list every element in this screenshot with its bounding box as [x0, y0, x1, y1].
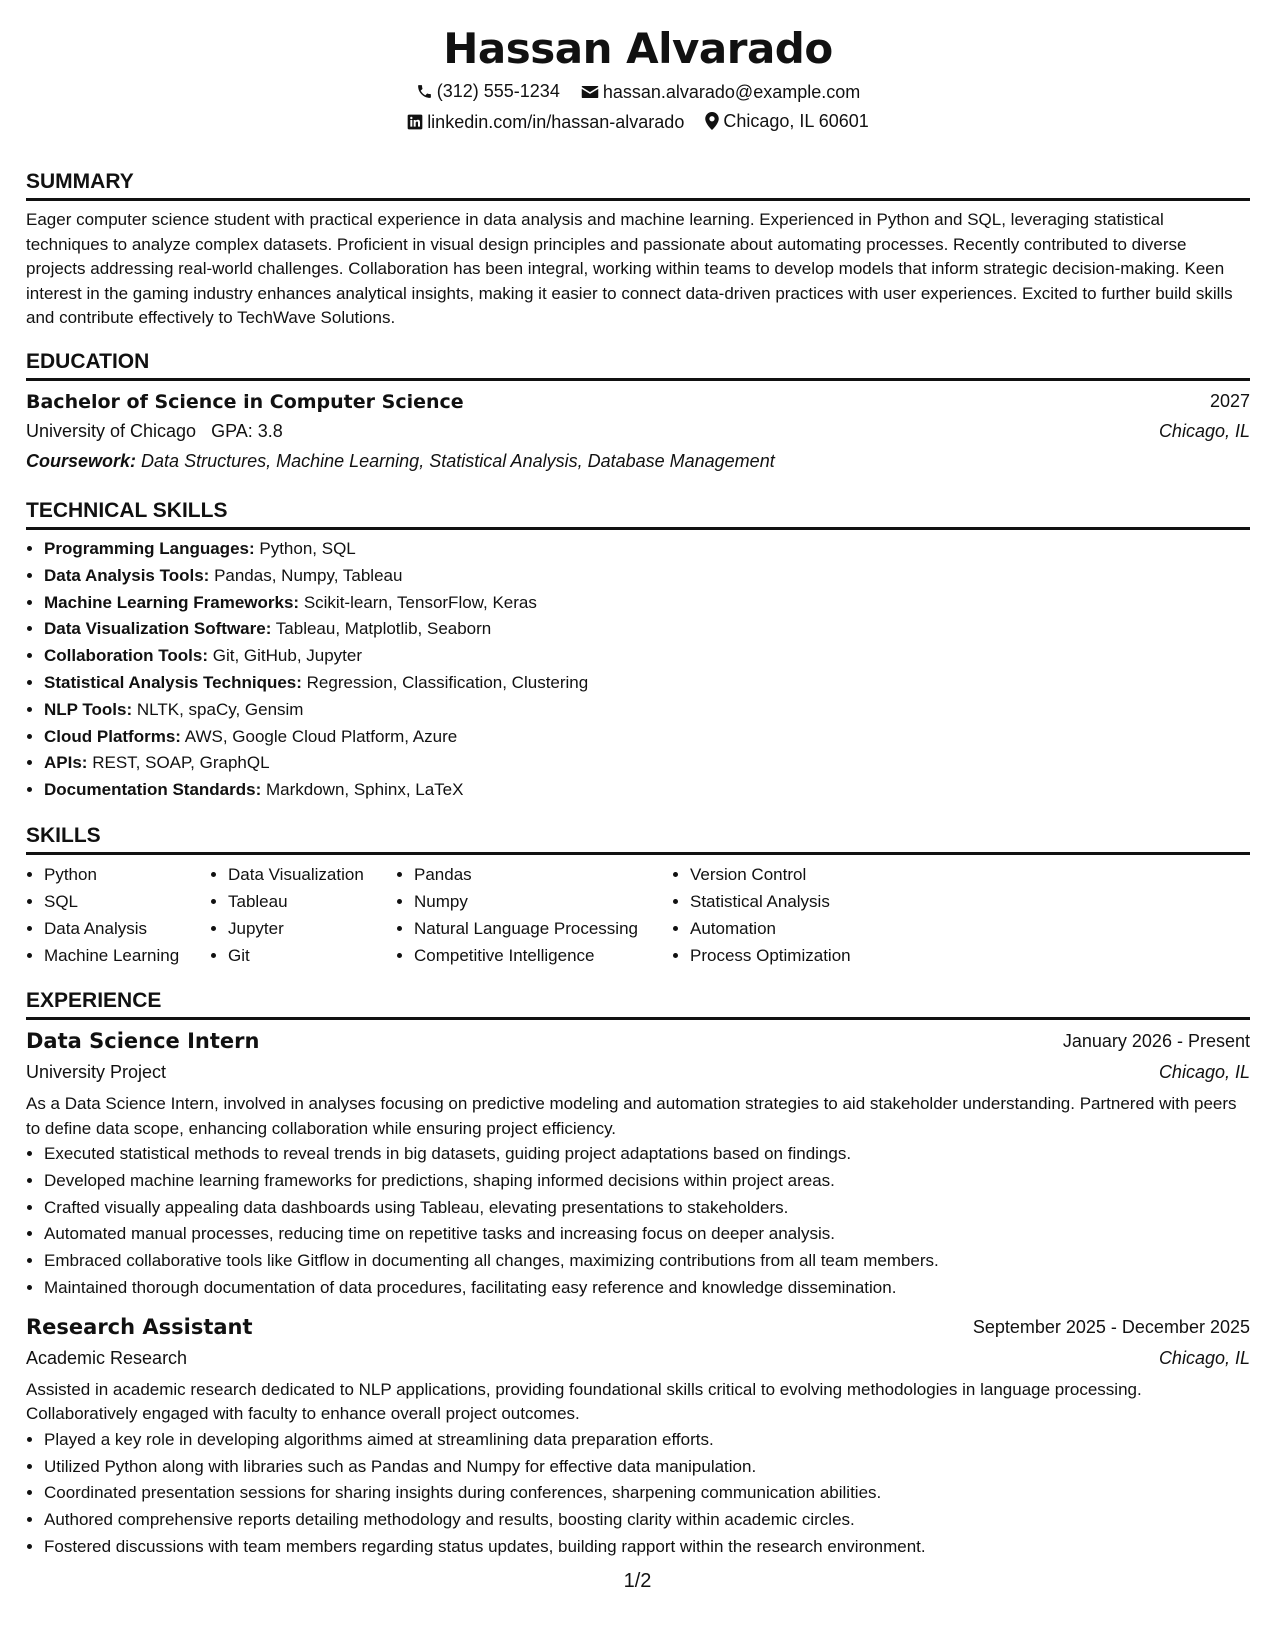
map-pin-icon	[705, 112, 719, 130]
skill-category: Programming Languages:	[44, 539, 255, 558]
experience-section	[26, 987, 1250, 1561]
job-dates: January 2026 - Present	[1062, 1031, 1250, 1051]
linkedin-text: linkedin.com/in/hassan-alvarado	[427, 112, 685, 132]
summary-text: Eager computer science student with practical experience in data analysis and machine learning. Experienced in Python and SQL, leveraging statistical techniques to analyze complex datasets. Proficient in visual design principles and passionate about automating processes. Recently contributed to diverse projects addressing real-world challenges. Collaboration has been integral, working within teams to develop models that inform strategic decision-making. Keen interest in the gaming industry enhances analytical insights, making it easier to connect data-driven practices with user experiences. Excited to further build skills and contribute effectively to TechWave Solutions.	[26, 210, 1233, 327]
list-item	[44, 536, 1250, 563]
list-item: • Natural Language Processing	[414, 915, 672, 942]
skills-grid	[26, 861, 1250, 969]
job-dates: September 2025 - December 2025	[972, 1316, 1250, 1337]
job-header	[26, 1026, 1250, 1056]
skill-category: APIs:	[44, 753, 88, 773]
list-item: • Data Analysis	[44, 915, 210, 942]
list-item	[44, 750, 1250, 777]
list-item	[44, 616, 1250, 643]
skills-column-4	[672, 861, 890, 969]
job-title: Research Assistant	[26, 1314, 253, 1339]
job-org-row	[26, 1056, 1250, 1088]
candidate-name: Hassan Alvarado	[443, 24, 833, 73]
phone-text: (312) 555-1234	[436, 81, 560, 101]
job-header	[26, 1312, 1250, 1342]
phone-contact[interactable]	[416, 76, 560, 106]
list-item: • Numpy	[414, 888, 672, 915]
skills-column-1	[26, 861, 210, 969]
linkedin-icon	[407, 114, 423, 130]
list-item	[44, 590, 1250, 617]
summary-section	[26, 168, 1250, 331]
list-item: • Statistical Analysis	[690, 888, 890, 915]
skill-category: Collaboration Tools:	[44, 646, 209, 666]
contact-row-1	[26, 76, 1250, 106]
list-item: • Machine Learning	[44, 942, 210, 969]
experience-heading: EXPERIENCE	[26, 987, 1250, 1020]
email-text: hassan.alvarado@example.com	[602, 81, 861, 102]
education-heading: EDUCATION	[26, 348, 1250, 381]
education-section	[26, 348, 1250, 476]
contact-row-2	[26, 106, 1250, 136]
list-item	[44, 563, 1250, 590]
school-name: University of Chicago	[26, 421, 197, 441]
skill-category: Data Visualization Software:	[44, 619, 272, 639]
skill-values: REST, SOAP, GraphQL	[92, 753, 270, 773]
skills-section	[26, 822, 1250, 969]
job-title: Data Science Intern	[26, 1029, 260, 1053]
skills-heading: SKILLS	[26, 822, 1250, 855]
skill-values: Pandas, Numpy, Tableau	[214, 565, 403, 585]
list-item: • Crafted visually appealing data dashboards using Tableau, elevating presentations to stakeholders.	[44, 1195, 1250, 1222]
list-item: • SQL	[44, 888, 210, 915]
list-item: • Git	[228, 942, 396, 969]
job-org-row	[26, 1342, 1250, 1374]
list-item: • Data Visualization	[228, 861, 396, 888]
technical-skills-section	[26, 497, 1250, 804]
technical-skills-list	[26, 536, 1250, 804]
list-item	[44, 697, 1250, 724]
list-item	[44, 724, 1250, 751]
school-location: Chicago, IL	[1158, 421, 1250, 441]
job-organization: University Project	[26, 1062, 167, 1082]
list-item: • Jupyter	[228, 915, 396, 942]
list-item: • Coordinated presentation sessions for sharing insights during conferences, sharpening communication abilities.	[44, 1480, 1250, 1507]
skills-column-2	[210, 861, 396, 969]
skill-values: Regression, Classification, Clustering	[306, 672, 589, 692]
list-item	[44, 777, 1250, 804]
linkedin-contact[interactable]	[407, 107, 684, 137]
list-item: • Version Control	[690, 861, 890, 888]
job-description: As a Data Science Intern, involved in analyses focusing on predictive modeling and automation strategies to aid stakeholder understanding. Partnered with peers to define data scope, enhancing collaboration while ensuring project efficiency.	[26, 1094, 1237, 1138]
resume-page	[26, 0, 1250, 1556]
skill-values: AWS, Google Cloud Platform, Azure	[184, 726, 458, 746]
skill-values: Python, SQL	[259, 539, 356, 558]
job-bullets	[26, 1427, 1250, 1561]
coursework-line	[26, 446, 1250, 476]
list-item: • Played a key role in developing algorithms aimed at streamlining data preparation efforts.	[44, 1427, 1250, 1454]
coursework-label: Coursework:	[26, 451, 137, 471]
list-item: • Embraced collaborative tools like Gitflow in documenting all changes, maximizing contributions from all team members.	[44, 1248, 1250, 1275]
list-item: • Executed statistical methods to reveal trends in big datasets, guiding project adaptations based on findings.	[44, 1141, 1250, 1168]
gpa: GPA: 3.8	[211, 421, 283, 441]
list-item: • Process Optimization	[690, 942, 890, 969]
list-item: • Developed machine learning frameworks for predictions, shaping informed decisions within project areas.	[44, 1168, 1250, 1195]
list-item: • Fostered discussions with team members regarding status updates, building rapport within the research environment.	[44, 1534, 1250, 1561]
job-location: Chicago, IL	[1158, 1347, 1250, 1368]
job-location: Chicago, IL	[1158, 1062, 1250, 1082]
skill-values: Scikit-learn, TensorFlow, Keras	[303, 592, 537, 612]
skill-category: NLP Tools:	[44, 699, 133, 719]
skills-column-3	[396, 861, 672, 969]
skill-values: NLTK, spaCy, Gensim	[136, 699, 304, 719]
summary-heading: SUMMARY	[26, 168, 1250, 201]
list-item: • Competitive Intelligence	[414, 942, 672, 969]
technical-skills-heading: TECHNICAL SKILLS	[26, 497, 1250, 530]
list-item: • Tableau	[228, 888, 396, 915]
page-number: 1/2	[623, 1570, 652, 1592]
list-item: • Authored comprehensive reports detailing methodology and results, boosting clarity within academic circles.	[44, 1507, 1250, 1534]
envelope-icon	[581, 84, 599, 100]
location-contact	[705, 106, 868, 136]
job-bullets	[26, 1141, 1250, 1302]
education-school-row	[26, 417, 1250, 446]
education-degree-row	[26, 387, 1250, 417]
email-contact[interactable]	[581, 77, 860, 107]
job-entry-1	[26, 1026, 1250, 1302]
job-organization: Academic Research	[26, 1347, 188, 1368]
skill-category: Machine Learning Frameworks:	[44, 592, 300, 612]
skill-values: Tableau, Matplotlib, Seaborn	[275, 619, 492, 639]
job-entry-2	[26, 1312, 1250, 1561]
list-item: • Pandas	[414, 861, 672, 888]
list-item: • Automation	[690, 915, 890, 942]
degree-name: Bachelor of Science in Computer Science	[26, 391, 464, 413]
skill-category: Data Analysis Tools:	[44, 565, 210, 585]
list-item: • Python	[44, 861, 210, 888]
job-description: Assisted in academic research dedicated to NLP applications, providing foundational skills critical to evolving methodologies in language processing. Collaboratively engaged with faculty to enhance overall project outcomes.	[26, 1379, 1142, 1424]
location-text: Chicago, IL 60601	[723, 111, 869, 131]
phone-icon	[416, 83, 433, 100]
list-item	[44, 670, 1250, 697]
graduation-year: 2027	[1209, 391, 1250, 411]
skill-category: Cloud Platforms:	[44, 726, 181, 746]
skill-category: Documentation Standards:	[44, 780, 262, 800]
skill-values: Markdown, Sphinx, LaTeX	[265, 780, 464, 800]
skill-category: Statistical Analysis Techniques:	[44, 672, 302, 692]
list-item: • Utilized Python along with libraries such as Pandas and Numpy for effective data manipulation.	[44, 1454, 1250, 1481]
list-item	[44, 643, 1250, 670]
coursework-list: Data Structures, Machine Learning, Statistical Analysis, Database Management	[141, 451, 775, 471]
list-item: • Automated manual processes, reducing time on repetitive tasks and increasing focus on deeper analysis.	[44, 1221, 1250, 1248]
skill-values: Git, GitHub, Jupyter	[212, 646, 363, 666]
list-item: • Maintained thorough documentation of data procedures, facilitating easy reference and knowledge dissemination.	[44, 1275, 1250, 1302]
